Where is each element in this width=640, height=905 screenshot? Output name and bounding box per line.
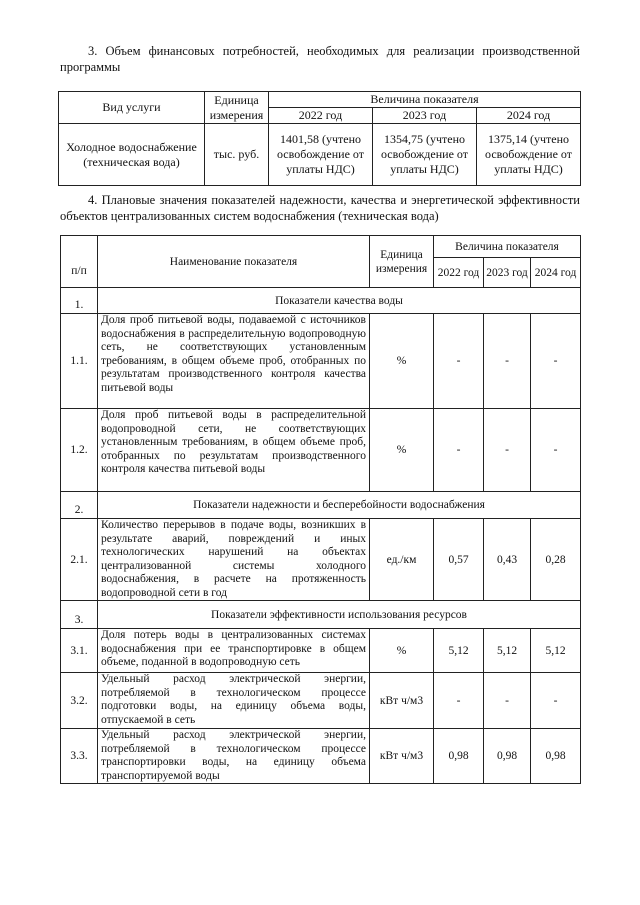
indicators-table xyxy=(60,235,581,784)
row-unit: % xyxy=(370,629,434,673)
ind-header-num: п/п xyxy=(61,236,98,288)
row-value-2024: - xyxy=(531,673,581,729)
row-unit: % xyxy=(370,314,434,409)
group-num: 2. xyxy=(61,492,98,519)
group-num: 1. xyxy=(61,288,98,314)
section4-heading: 4. Плановые значения показателей надежности, качества и энергетической эффективности объектов централизованных систем водоснабжения (техническая вода) xyxy=(60,193,580,223)
row-num: 3.3. xyxy=(61,729,98,784)
row-num: 2.1. xyxy=(61,519,98,601)
row-value-2024: 0,28 xyxy=(531,519,581,601)
fin-unit: тыс. руб. xyxy=(205,124,269,186)
row-value-2023: - xyxy=(484,409,531,492)
row-value-2023: 5,12 xyxy=(484,629,531,673)
fin-service: Холодное водоснабжение (техническая вода) xyxy=(59,124,205,186)
row-name: Доля проб питьевой воды в распределительной водопроводной сети, не соответствующих установленным требованиям, в общем объеме проб, отобранных по результатам производственного контроля качества питьевой воды xyxy=(98,409,370,492)
fin-year-2022: 2022 год xyxy=(269,108,373,124)
fin-value-2024: 1375,14 (учтено освобождение от уплаты НДС) xyxy=(477,124,581,186)
financial-table xyxy=(58,91,581,186)
row-unit: ед./км xyxy=(370,519,434,601)
row-value-2023: - xyxy=(484,673,531,729)
group-title: Показатели надежности и бесперебойности водоснабжения xyxy=(98,492,581,519)
row-unit: кВт ч/м3 xyxy=(370,673,434,729)
row-value-2022: 5,12 xyxy=(434,629,484,673)
ind-year-2022: 2022 год xyxy=(434,258,484,288)
group-num: 3. xyxy=(61,601,98,629)
ind-year-2024: 2024 год xyxy=(531,258,581,288)
row-value-2023: 0,43 xyxy=(484,519,531,601)
fin-value-2022: 1401,58 (учтено освобождение от уплаты НДС) xyxy=(269,124,373,186)
row-value-2022: 0,98 xyxy=(434,729,484,784)
section3-heading: 3. Объем финансовых потребностей, необходимых для реализации производственной программы xyxy=(60,44,580,74)
row-unit: % xyxy=(370,409,434,492)
row-num: 1.2. xyxy=(61,409,98,492)
row-value-2024: - xyxy=(531,409,581,492)
ind-header-value: Величина показателя xyxy=(434,236,581,258)
row-name: Доля потерь воды в централизованных системах водоснабжения при ее транспортировке в общем объеме, поданной в водопроводную сеть xyxy=(98,629,370,673)
fin-header-value: Величина показателя xyxy=(269,92,581,108)
fin-year-2023: 2023 год xyxy=(373,108,477,124)
row-value-2022: - xyxy=(434,314,484,409)
row-num: 1.1. xyxy=(61,314,98,409)
fin-value-2023: 1354,75 (учтено освобождение от уплаты НДС) xyxy=(373,124,477,186)
row-num: 3.1. xyxy=(61,629,98,673)
group-title: Показатели качества воды xyxy=(98,288,581,314)
ind-header-name: Наименование показателя xyxy=(98,236,370,288)
row-name: Удельный расход электрической энергии, потребляемой в технологическом процессе подготовки воды, на единицу объема воды, отпускаемой в сеть xyxy=(98,673,370,729)
row-name: Доля проб питьевой воды, подаваемой с источников водоснабжения в распределительную водопроводную сеть, не соответствующих установленным требованиям, в общем объеме проб, отобранных по результатам производственного контроля качества питьевой воды xyxy=(98,314,370,409)
row-name: Удельный расход электрической энергии, потребляемой в технологическом процессе транспортировки воды, на единицу объема транспортируемой воды xyxy=(98,729,370,784)
row-value-2024: - xyxy=(531,314,581,409)
row-value-2022: - xyxy=(434,409,484,492)
fin-header-service: Вид услуги xyxy=(59,92,205,124)
row-value-2024: 0,98 xyxy=(531,729,581,784)
row-unit: кВт ч/м3 xyxy=(370,729,434,784)
fin-header-unit: Единица измерения xyxy=(205,92,269,124)
row-value-2022: - xyxy=(434,673,484,729)
row-value-2022: 0,57 xyxy=(434,519,484,601)
row-value-2024: 5,12 xyxy=(531,629,581,673)
group-title: Показатели эффективности использования ресурсов xyxy=(98,601,581,629)
row-num: 3.2. xyxy=(61,673,98,729)
ind-year-2023: 2023 год xyxy=(484,258,531,288)
fin-year-2024: 2024 год xyxy=(477,108,581,124)
row-name: Количество перерывов в подаче воды, возникших в результате аварий, повреждений и иных технологических нарушений на объектах централизованной системы холодного водоснабжения, в расчете на протяженность водопроводной сети в год xyxy=(98,519,370,601)
row-value-2023: 0,98 xyxy=(484,729,531,784)
ind-header-unit: Единица измерения xyxy=(370,236,434,288)
row-value-2023: - xyxy=(484,314,531,409)
